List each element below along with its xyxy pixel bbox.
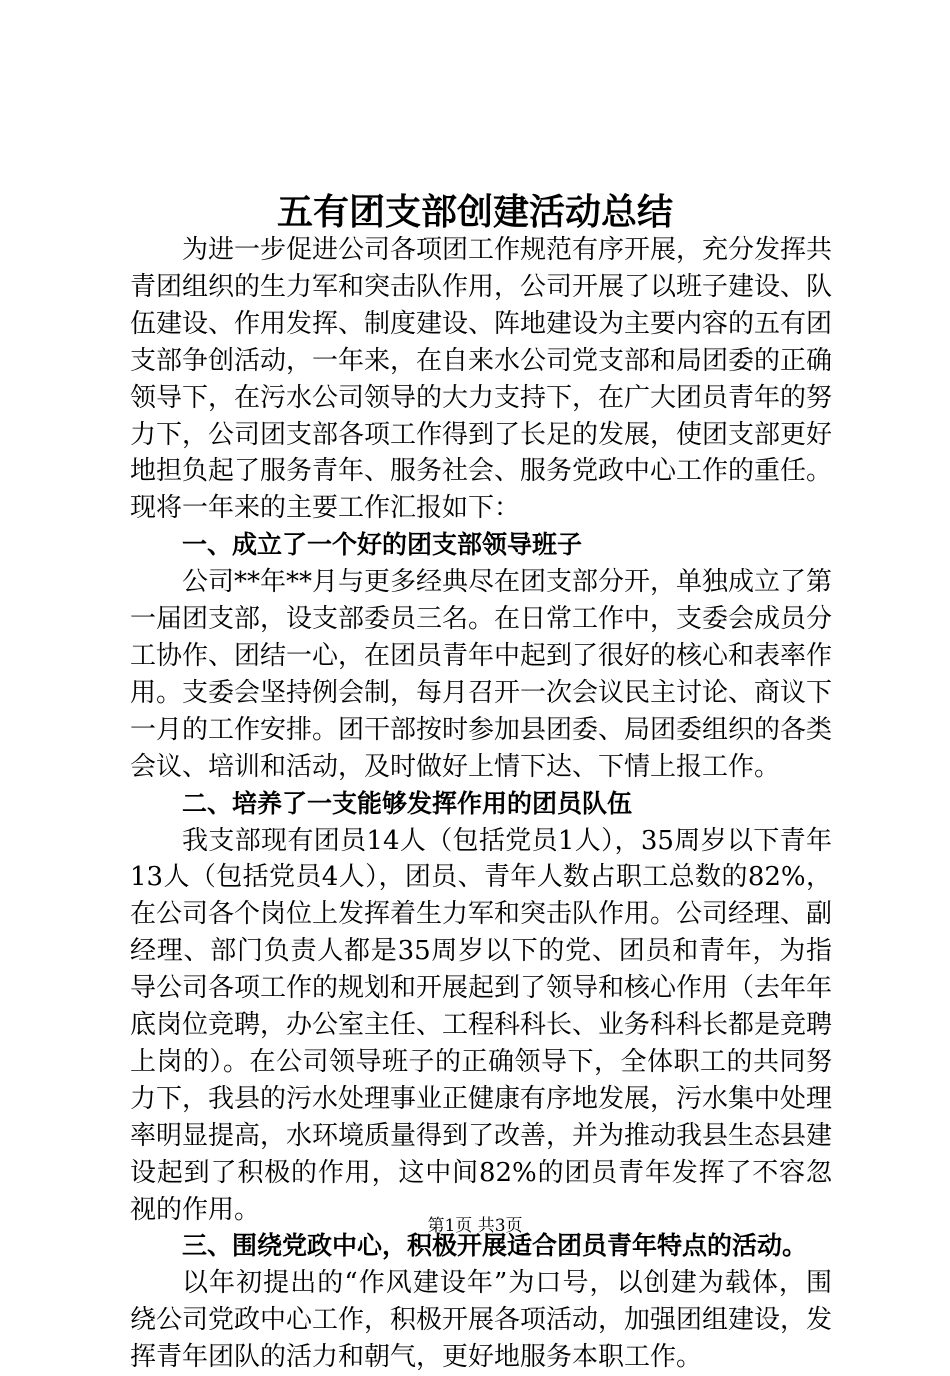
section-paragraph-2: 我支部现有团员14人（包括党员1人），35周岁以下青年13人（包括党员4人），团员、青年人数占职工总数的82%，在公司各个岗位上发挥着生力军和突击队作用。公司经理、副经理、部门负责人都是35周岁以下的党、团员和青年，为指导公司各项工作的规划和开展起到了领导和核心作用（去年年底岗位竞聘，办公室主任、工程科科长、业务科科长都是竞聘上岗的）。在公司领导班子的正确领导下，全体职工的共同努力下，我县的污水处理事业正健康有序地发展，污水集中处理率明显提高，水环境质量得到了改善，并为推动我县生态县建设起到了积极的作用，这中间82%的团员青年发挥了不容忽视的作用。 [130, 825, 833, 1225]
document-body [130, 232, 832, 1376]
section-paragraph-3: 以年初提出的“作风建设年”为口号，以创建为载体，围绕公司党政中心工作，积极开展各项活动，加强团组建设，发挥青年团队的活力和朝气，更好地服务本职工作。 [130, 1268, 833, 1373]
section-paragraph-1: 公司**年**月与更多经典尽在团支部分开，单独成立了第一届团支部，设支部委员三名。在日常工作中，支委会成员分工协作、团结一心，在团员青年中起到了很好的核心和表率作用。支委会坚持例会制，每月召开一次会议民主讨论、商议下一月的工作安排。团干部按时参加县团委、局团委组织的各类会议、培训和活动，及时做好上情下达、下情上报工作。 [130, 567, 833, 782]
page-number-footer: 第1页 共3页 [427, 1216, 523, 1236]
section-heading-1: 一、成立了一个好的团支部领导班子 [182, 530, 583, 560]
section-heading-2: 二、培养了一支能够发挥作用的团员队伍 [182, 788, 633, 818]
document-title: 五有团支部创建活动总结 [276, 191, 673, 233]
section-heading-3: 三、围绕党政中心，积极开展适合团员青年特点的活动。 [182, 1231, 808, 1261]
intro-paragraph: 为进一步促进公司各项团工作规范有序开展，充分发挥共青团组织的生力军和突击队作用，公司开展了以班子建设、队伍建设、作用发挥、制度建设、阵地建设为主要内容的五有团支部争创活动，一年来，在自来水公司党支部和局团委的正确领导下，在污水公司领导的大力支持下，在广大团员青年的努力下，公司团支部各项工作得到了长足的发展，使团支部更好地担负起了服务青年、服务社会、服务党政中心工作的重任。现将一年来的主要工作汇报如下： [130, 235, 833, 524]
